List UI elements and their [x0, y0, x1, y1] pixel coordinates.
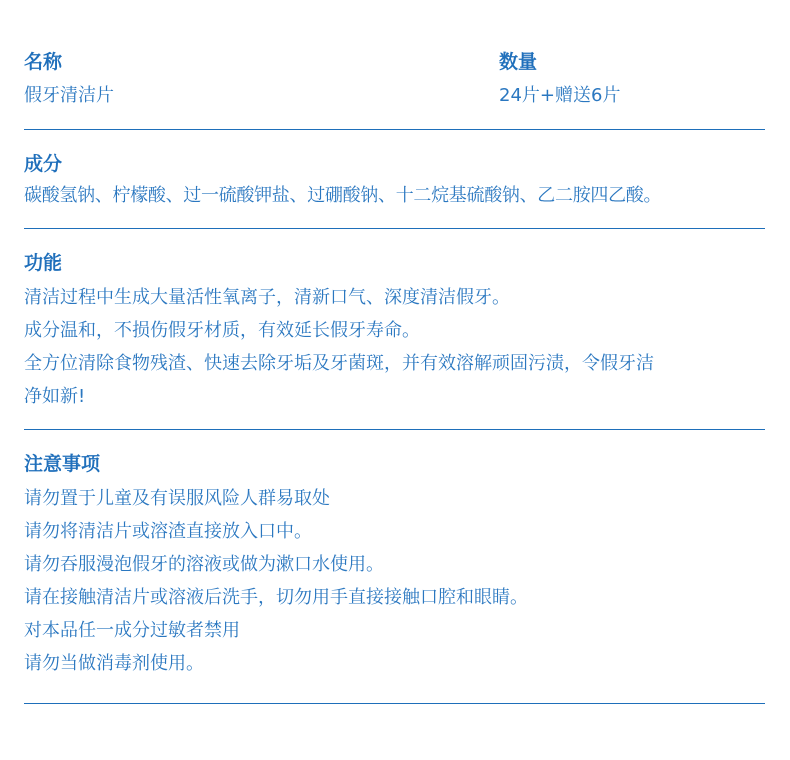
function-line: 清洁过程中生成大量活性氧离子，清新口气、深度清洁假牙。: [24, 287, 510, 308]
notes-heading: 注意事项: [24, 453, 101, 475]
ingredients-text: 碳酸氢钠、柠檬酸、过一硫酸钾盐、过硼酸钠、十二烷基硫酸钠、乙二胺四乙酸。: [24, 185, 662, 206]
function-lines: [24, 281, 765, 413]
spec-sheet: [24, 0, 765, 704]
quantity-heading: 数量: [499, 51, 538, 73]
notes-lines: [24, 482, 765, 680]
note-line: 对本品任一成分过敏者禁用: [24, 620, 240, 641]
ingredients-heading: 成分: [24, 153, 63, 175]
function-line: 全方位清除食物残渣、快速去除牙垢及牙菌斑，并有效溶解顽固污渍，令假牙洁: [24, 353, 654, 374]
name-heading: 名称: [24, 51, 63, 73]
quantity-value: 24片+赠送6片: [499, 85, 621, 106]
note-line: 请在接触清洁片或溶液后洗手，切勿用手直接接触口腔和眼睛。: [24, 587, 528, 608]
note-line: 请勿将清洁片或溶渣直接放入口中。: [24, 521, 312, 542]
note-line: 请勿当做消毒剂使用。: [24, 653, 204, 674]
note-line: 请勿吞服漫泡假牙的溶液或做为漱口水使用。: [24, 554, 384, 575]
function-heading: 功能: [24, 252, 63, 274]
note-line: 请勿置于儿童及有误服风险人群易取处: [24, 488, 330, 509]
name-value: 假牙清洁片: [24, 85, 114, 106]
notes-section: [24, 430, 765, 704]
ingredients-section: [24, 130, 765, 229]
function-line: 净如新!: [24, 386, 86, 407]
function-section: [24, 229, 765, 430]
name-quantity-section: [24, 0, 765, 130]
function-line: 成分温和，不损伤假牙材质，有效延长假牙寿命。: [24, 320, 420, 341]
